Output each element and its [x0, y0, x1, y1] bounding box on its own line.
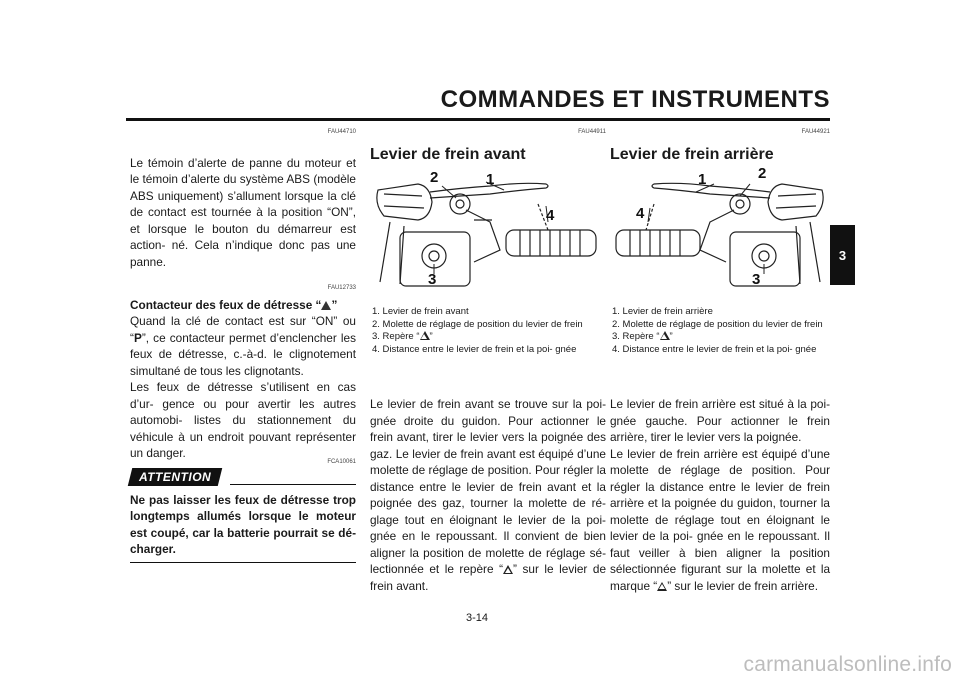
- figure-caption: [372, 306, 602, 356]
- section-code: FAU44921: [801, 129, 830, 135]
- section-code: FAU44710: [327, 129, 356, 135]
- middle-column: [370, 124, 606, 163]
- figure-caption: [612, 306, 828, 356]
- park-symbol-icon: P: [133, 330, 142, 345]
- mark-triangle-icon: [657, 582, 667, 591]
- middle-body: [370, 396, 606, 594]
- caption-item: 4. Distance entre le levier de frein et la poi- gnée: [372, 343, 577, 355]
- hazard-icon: [321, 301, 331, 310]
- chapter-tab[interactable]: 3: [830, 225, 855, 285]
- figure-label: 1: [486, 171, 495, 188]
- figure-label: 3: [428, 271, 437, 288]
- figure-label: 4: [546, 207, 555, 224]
- attention-header: [130, 458, 356, 488]
- attention-badge: ATTENTION: [128, 468, 222, 486]
- left-column: [130, 124, 356, 563]
- section-heading: Contacteur des feux de détresse “ ”: [130, 297, 338, 312]
- divider: [230, 484, 356, 486]
- divider: [130, 562, 356, 564]
- caption-item: 2. Molette de réglage de position du levier de frein: [372, 318, 583, 330]
- paragraph: Le levier de frein avant se trouve sur la poi- gnée droite du guidon. Pour actionner le frein avant, tirer le levier vers la poignée des gaz. Le levier de frein avant est équipé d’une molette de réglage de position. Pour régler la distance entre le levier de frein avant et la poignée des gaz, tourner la molette de ré- glage tout en éloignant le levier de la poi- gnée en le repoussant. Il convient de bien aligner la position de molette de réglage sé- lectionnée et le repère “ ” sur le levier de frein avant.: [370, 397, 606, 593]
- section-title: Levier de frein avant: [370, 145, 526, 163]
- caption-item: 3. Repère “ ”: [372, 331, 433, 342]
- paragraph: Le levier de frein arrière est équipé d’une molette de réglage de position. Pour régler la distance entre le levier de frein arrière et la poignée du guidon, tourner la molette de réglage tout en éloignant le levier de la poi- gnée en le repoussant. Il faut veiller à bien aligner la position sélectionnée figurant sur la molette et la marque “ ” sur le levier de frein arrière.: [610, 446, 830, 593]
- caption-item: 1. Levier de frein arrière: [612, 306, 713, 317]
- caption-item: 4. Distance entre le levier de frein et la poi- gnée: [612, 343, 817, 355]
- mark-triangle-icon: [660, 331, 670, 340]
- section-title: Levier de frein arrière: [610, 145, 774, 163]
- paragraph: Quand la clé de contact est sur “ON” ou “P”, ce contacteur permet d’enclencher les feux de détresse, c.-à-d. le clignotement simultané de tous les clignotants.: [130, 314, 356, 378]
- section-code: FAU44911: [578, 129, 606, 135]
- front-brake-lever-illustration: [370, 160, 606, 298]
- mark-triangle-icon: [503, 565, 513, 574]
- paragraph: Le levier de frein arrière est situé à la poi- gnée gauche. Pour actionner le frein arrière, tirer le levier vers la poignée.: [610, 397, 830, 444]
- figure-label: 2: [430, 169, 439, 186]
- section-code: FAU12733: [327, 285, 356, 291]
- paragraph: Le témoin d’alerte de panne du moteur et le témoin d’alerte du système ABS (modèle ABS uniquement) s’allument lorsque la clé de contact est tournée à la position “ON”, et lorsque le bouton du démarreur est action- né. Cela n’indique donc pas une panne.: [130, 155, 356, 269]
- mark-triangle-icon: [420, 331, 430, 340]
- paragraph: Les feux de détresse s’utilisent en cas d’ur- gence ou pour avertir les autres automobi- listes du stationnement du véhicule à un endroit pouvant représenter un danger.: [130, 380, 356, 460]
- caption-item: 3. Repère “ ”: [612, 331, 673, 342]
- header-rule: [126, 118, 830, 121]
- section-code: FCA10061: [327, 458, 356, 465]
- figure-label: 1: [698, 171, 707, 188]
- page-title: COMMANDES ET INSTRUMENTS: [440, 86, 830, 113]
- attention-text: Ne pas laisser les feux de détresse trop longtemps allumés lorsque le moteur est coupé, car la batterie pourrait se dé- charger.: [130, 492, 356, 556]
- right-column: [610, 124, 830, 163]
- page-number: 3-14: [466, 612, 489, 624]
- figure-label: 4: [636, 205, 645, 222]
- figure-label: 2: [758, 165, 767, 182]
- caption-item: 2. Molette de réglage de position du levier de frein: [612, 318, 823, 330]
- rear-brake-lever-illustration: [610, 160, 830, 298]
- caption-item: 1. Levier de frein avant: [372, 306, 469, 317]
- right-body: [610, 396, 830, 594]
- figure-label: 3: [752, 271, 761, 288]
- watermark[interactable]: carmanualsonline.info: [743, 653, 952, 676]
